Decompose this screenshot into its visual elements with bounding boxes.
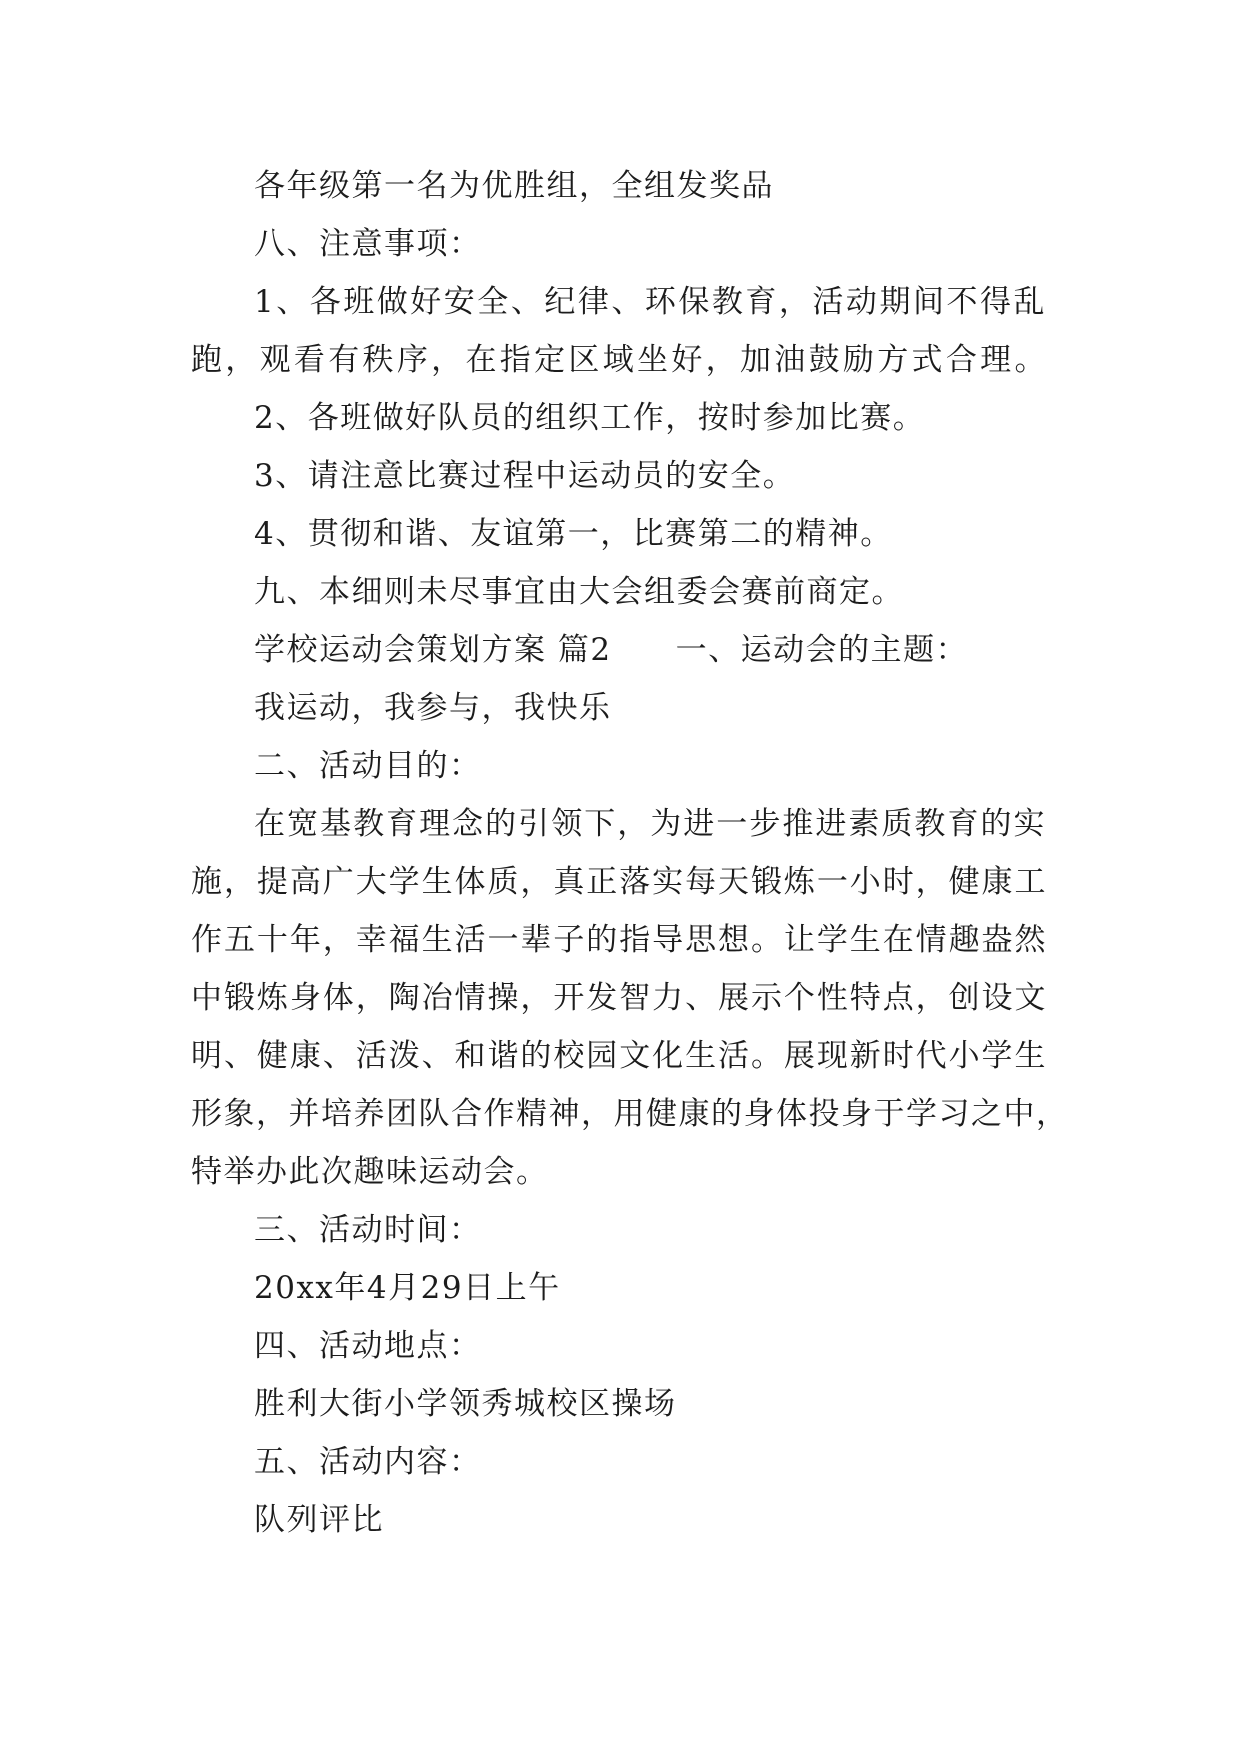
section-heading: 九、本细则未尽事宜由大会组委会赛前商定。 (254, 574, 904, 610)
section-heading: 三、活动时间： (254, 1212, 482, 1248)
event-location: 胜利大街小学领秀城校区操场 (254, 1386, 677, 1422)
paragraph-line: 在宽基教育理念的引领下，为进一步推进素质教育的实 (254, 806, 1046, 842)
list-item: 3、请注意比赛过程中运动员的安全。 (254, 458, 796, 494)
plan-title: 学校运动会策划方案 篇2 (254, 632, 612, 668)
list-item: 2、各班做好队员的组织工作，按时参加比赛。 (254, 400, 926, 436)
section-heading: 一、运动会的主题： (675, 632, 969, 668)
paragraph-line: 跑，观看有秩序，在指定区域坐好，加油鼓励方式合理。 (191, 342, 1047, 378)
section-heading: 五、活动内容： (254, 1444, 482, 1480)
paragraph-line: 施，提高广大学生体质，真正落实每天锻炼一小时，健康工 (191, 864, 1047, 900)
paragraph-line: 队列评比 (254, 1502, 384, 1538)
paragraph-line: 形象，并培养团队合作精神，用健康的身体投身于学习之中， (191, 1096, 1069, 1132)
paragraph-line: 1、各班做好安全、纪律、环保教育，活动期间不得乱 (254, 284, 1046, 320)
section-heading: 四、活动地点： (254, 1328, 482, 1364)
paragraph-line: 特举办此次趣味运动会。 (191, 1154, 549, 1190)
paragraph-line: 作五十年，幸福生活一辈子的指导思想。让学生在情趣盎然 (191, 922, 1047, 958)
list-item: 4、贯彻和谐、友谊第一，比赛第二的精神。 (254, 516, 893, 552)
event-date: 20xx年4月29日上午 (254, 1270, 561, 1306)
paragraph-line: 各年级第一名为优胜组，全组发奖品 (254, 168, 774, 204)
paragraph-line: 明、健康、活泼、和谐的校园文化生活。展现新时代小学生 (191, 1038, 1047, 1074)
paragraph-line: 我运动，我参与，我快乐 (254, 690, 612, 726)
section-heading: 二、活动目的： (254, 748, 482, 784)
plan-title-line (254, 630, 1054, 670)
section-heading: 八、注意事项： (254, 226, 482, 262)
paragraph-line: 中锻炼身体，陶冶情操，开发智力、展示个性特点，创设文 (191, 980, 1047, 1016)
